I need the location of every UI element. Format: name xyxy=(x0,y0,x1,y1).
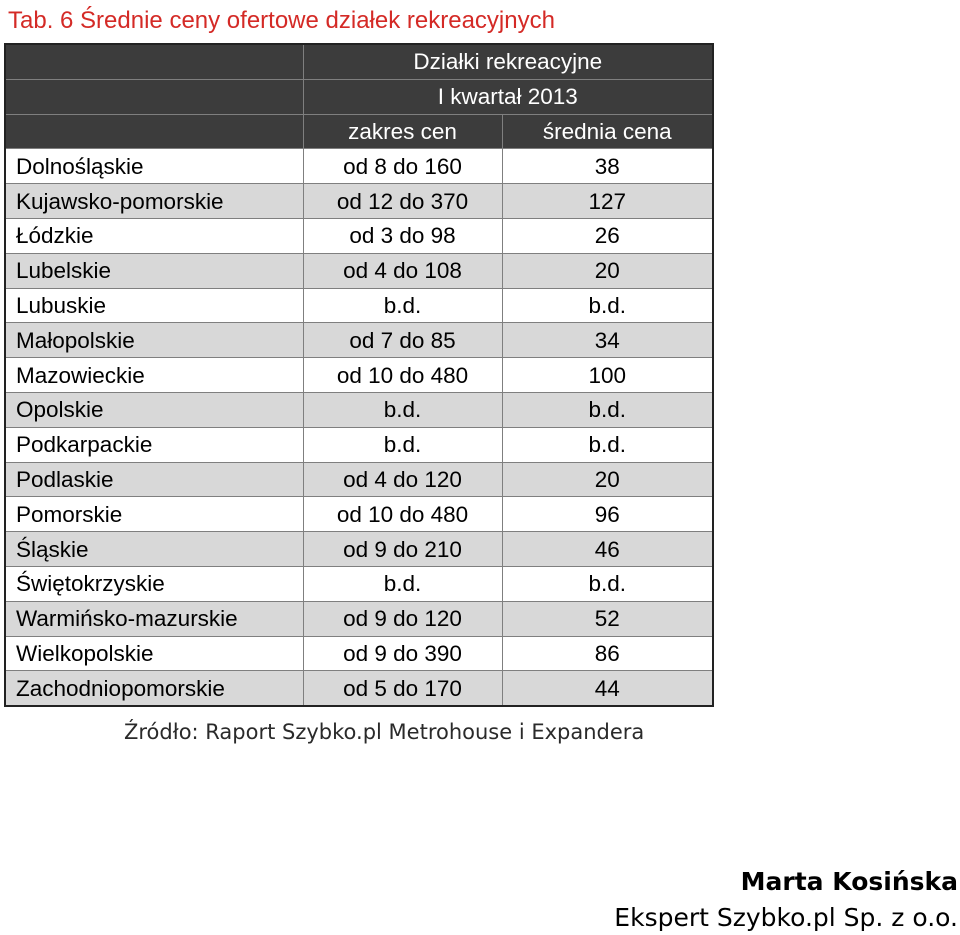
price-range-cell: od 10 do 480 xyxy=(303,497,502,532)
average-price-cell: 52 xyxy=(502,601,713,636)
region-cell: Śląskie xyxy=(5,532,303,567)
average-price-cell: 100 xyxy=(502,358,713,393)
average-price-cell: 46 xyxy=(502,532,713,567)
price-range-cell: od 3 do 98 xyxy=(303,218,502,253)
table-row xyxy=(5,566,713,601)
region-cell: Mazowieckie xyxy=(5,358,303,393)
average-price-cell: 20 xyxy=(502,462,713,497)
table-row xyxy=(5,184,713,219)
table-row xyxy=(5,218,713,253)
average-price-cell: b.d. xyxy=(502,288,713,323)
price-range-cell: od 9 do 210 xyxy=(303,532,502,567)
table-row xyxy=(5,253,713,288)
header-empty-cell xyxy=(5,114,303,149)
region-cell: Warmińsko-mazurskie xyxy=(5,601,303,636)
region-cell: Podkarpackie xyxy=(5,427,303,462)
region-cell: Dolnośląskie xyxy=(5,149,303,184)
price-range-cell: od 4 do 108 xyxy=(303,253,502,288)
average-price-cell: 127 xyxy=(502,184,713,219)
price-range-cell: b.d. xyxy=(303,427,502,462)
price-range-cell: od 12 do 370 xyxy=(303,184,502,219)
region-cell: Świętokrzyskie xyxy=(5,566,303,601)
price-range-cell: od 8 do 160 xyxy=(303,149,502,184)
average-price-cell: 38 xyxy=(502,149,713,184)
table-row xyxy=(5,532,713,567)
region-cell: Wielkopolskie xyxy=(5,636,303,671)
average-price-cell: 44 xyxy=(502,671,713,706)
table-row xyxy=(5,462,713,497)
table-row xyxy=(5,323,713,358)
region-cell: Kujawsko-pomorskie xyxy=(5,184,303,219)
region-cell: Podlaskie xyxy=(5,462,303,497)
table-row xyxy=(5,601,713,636)
price-range-cell: b.d. xyxy=(303,566,502,601)
author-role: Ekspert Szybko.pl Sp. z o.o. xyxy=(614,903,958,932)
table-row xyxy=(5,288,713,323)
header-col-range: zakres cen xyxy=(303,114,502,149)
average-price-cell: b.d. xyxy=(502,427,713,462)
price-range-cell: od 7 do 85 xyxy=(303,323,502,358)
header-row-group xyxy=(5,44,713,79)
region-cell: Zachodniopomorskie xyxy=(5,671,303,706)
price-range-cell: od 9 do 390 xyxy=(303,636,502,671)
table-row xyxy=(5,149,713,184)
source-note: Źródło: Raport Szybko.pl Metrohouse i Expandera xyxy=(124,720,645,744)
region-cell: Łódzkie xyxy=(5,218,303,253)
table-row xyxy=(5,497,713,532)
price-range-cell: b.d. xyxy=(303,288,502,323)
table-row xyxy=(5,392,713,427)
price-range-cell: od 4 do 120 xyxy=(303,462,502,497)
price-range-cell: b.d. xyxy=(303,392,502,427)
table-row xyxy=(5,671,713,706)
price-table xyxy=(4,43,714,707)
average-price-cell: b.d. xyxy=(502,566,713,601)
average-price-cell: 86 xyxy=(502,636,713,671)
region-cell: Opolskie xyxy=(5,392,303,427)
region-cell: Pomorskie xyxy=(5,497,303,532)
average-price-cell: 96 xyxy=(502,497,713,532)
price-range-cell: od 10 do 480 xyxy=(303,358,502,393)
price-range-cell: od 5 do 170 xyxy=(303,671,502,706)
region-cell: Lubelskie xyxy=(5,253,303,288)
header-period-label: I kwartał 2013 xyxy=(303,79,713,114)
average-price-cell: 20 xyxy=(502,253,713,288)
region-cell: Małopolskie xyxy=(5,323,303,358)
header-empty-cell xyxy=(5,79,303,114)
average-price-cell: b.d. xyxy=(502,392,713,427)
table-row xyxy=(5,636,713,671)
header-empty-cell xyxy=(5,44,303,79)
author-name: Marta Kosińska xyxy=(740,867,958,896)
region-cell: Lubuskie xyxy=(5,288,303,323)
table-row xyxy=(5,427,713,462)
header-col-avg: średnia cena xyxy=(502,114,713,149)
price-range-cell: od 9 do 120 xyxy=(303,601,502,636)
table-row xyxy=(5,358,713,393)
average-price-cell: 26 xyxy=(502,218,713,253)
header-group-label: Działki rekreacyjne xyxy=(303,44,713,79)
header-row-period xyxy=(5,79,713,114)
header-row-columns xyxy=(5,114,713,149)
table-title: Tab. 6 Średnie ceny ofertowe działek rekreacyjnych xyxy=(8,7,555,34)
average-price-cell: 34 xyxy=(502,323,713,358)
